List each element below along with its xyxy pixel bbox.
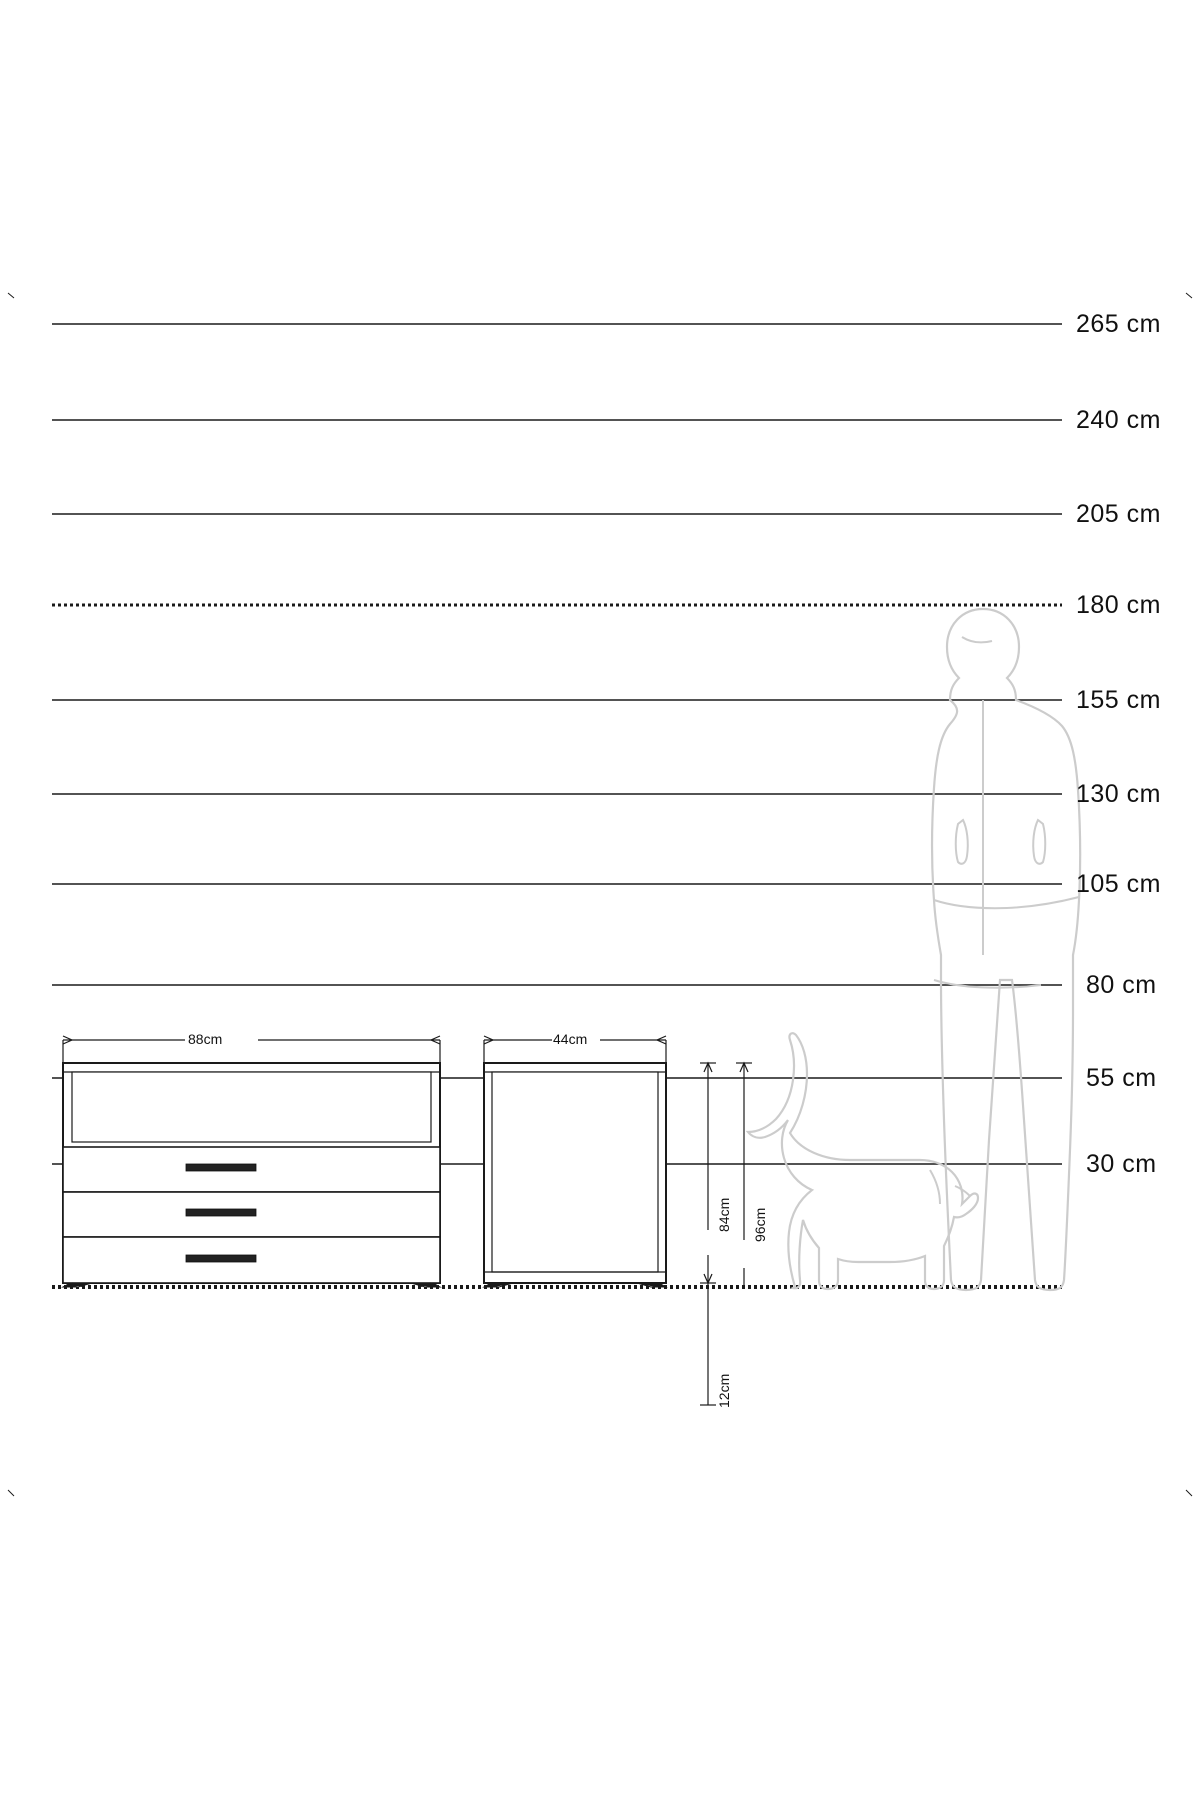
drawer-handle-2: [186, 1209, 256, 1216]
scale-label-80: 80 cm: [1086, 971, 1157, 999]
scale-label-240: 240 cm: [1076, 406, 1161, 434]
corner-tick-top-left: [8, 293, 14, 298]
drawer-handle-1: [186, 1164, 256, 1171]
scale-label-55: 55 cm: [1086, 1064, 1157, 1092]
corner-tick-bottom-left: [8, 1490, 14, 1496]
height-label-96cm: 96cm: [752, 1207, 768, 1242]
width-label-88cm: 88cm: [188, 1031, 223, 1047]
scale-label-155: 155 cm: [1076, 686, 1161, 714]
corner-tick-bottom-right: [1186, 1490, 1192, 1496]
width-label-44cm: 44cm: [553, 1031, 588, 1047]
scale-label-205: 205 cm: [1076, 500, 1161, 528]
drawer-handle-3: [186, 1255, 256, 1262]
height-label-12cm: 12cm: [716, 1373, 732, 1408]
cabinet-door: [492, 1072, 658, 1272]
scale-label-130: 130 cm: [1076, 780, 1161, 808]
dimension-lines-vertical: [700, 1063, 752, 1405]
scale-label-180: 180 cm: [1076, 591, 1161, 619]
scale-label-105: 105 cm: [1076, 870, 1161, 898]
corner-tick-top-right: [1186, 293, 1192, 298]
scale-label-30: 30 cm: [1086, 1150, 1157, 1178]
height-label-84cm: 84cm: [716, 1197, 732, 1232]
man-silhouette: [932, 609, 1080, 1290]
scale-label-265: 265 cm: [1076, 310, 1161, 338]
narrow-cabinet-object: [484, 1063, 666, 1287]
chest-of-drawers-detailed: [63, 1063, 440, 1287]
